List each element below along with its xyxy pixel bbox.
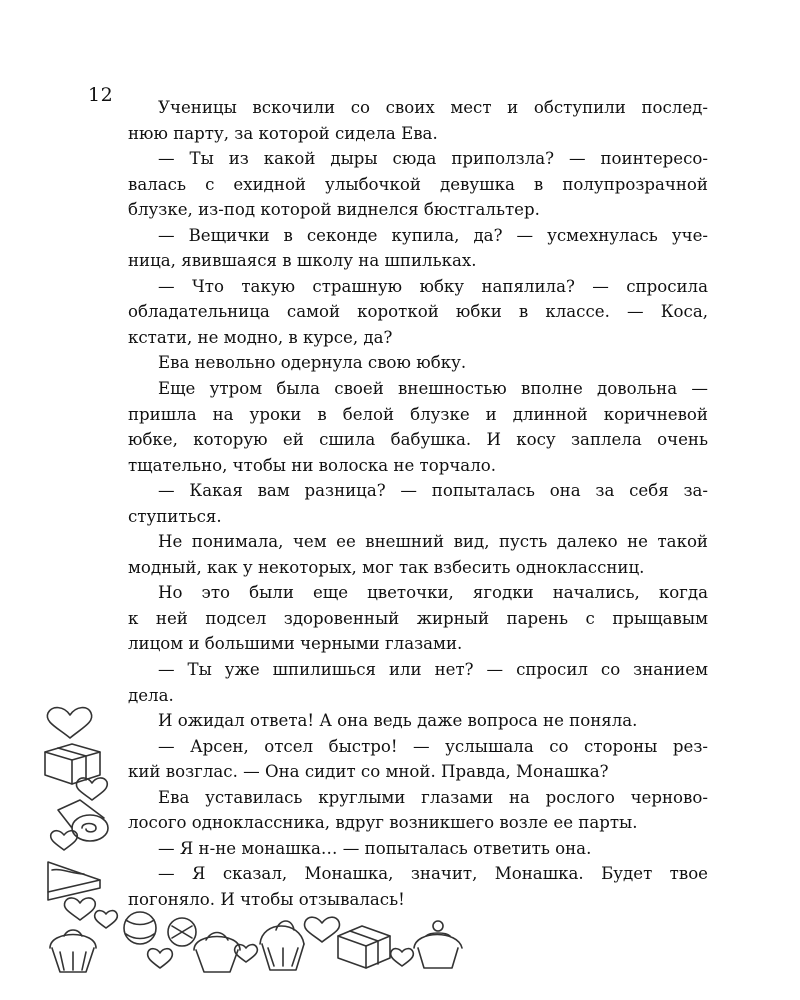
text-line: — Ты из какой дыры сюда приползла? — поинтересо- — [158, 149, 708, 169]
cupcake-icon — [414, 921, 462, 968]
text-line: дела. — [128, 685, 174, 705]
heart-icon — [51, 831, 78, 850]
text-line: Ева уставилась круглыми глазами на рослого черново- — [158, 787, 708, 807]
candy-icon — [168, 918, 196, 946]
text-line: кий возглас. — Она сидит со мной. Правда, Монашка? — [128, 762, 609, 782]
text-line: к ней подсел здоровенный жирный парень с прыщавым — [128, 608, 708, 628]
text-line: лицом и большими черными глазами. — [128, 634, 463, 654]
text-line: валась с ехидной улыбочкой девушка в полупрозрачной — [128, 174, 708, 194]
text-line: модный, как у некоторых, мог так взбесить одноклассниц. — [128, 557, 645, 577]
cupcake-icon — [260, 921, 304, 970]
heart-icon — [47, 708, 91, 738]
heart-icon — [148, 949, 173, 968]
heart-icon — [95, 911, 118, 928]
text-line: Ученицы вскочили со своих мест и обступили послед- — [158, 98, 708, 117]
text-line: — Что такую страшную юбку напялила? — спросила — [158, 276, 708, 296]
text-line: погоняло. И чтобы отзывалась! — [128, 889, 405, 909]
text-line: обладательница самой короткой юбки в классе. — Коса, — [128, 302, 708, 322]
text-line: Но это были еще цветочки, ягодки начались, когда — [158, 583, 708, 603]
text-line: ница, явившаяся в школу на шпильках. — [128, 251, 477, 271]
text-line: тщательно, чтобы ни волоска не торчало. — [128, 455, 496, 475]
cake-slice-icon — [48, 862, 100, 900]
text-line: Не понимала, чем ее внешний вид, пусть далеко не такой — [158, 532, 708, 552]
body-text — [128, 95, 708, 913]
heart-icon — [391, 949, 414, 966]
gift-box-icon — [45, 744, 100, 784]
heart-icon — [235, 945, 258, 962]
text-line: — Какая вам разница? — попыталась она за себя за- — [158, 481, 708, 501]
text-line: — Вещички в секонде купила, да? — усмехнулась уче- — [158, 225, 708, 245]
text-line: Ева невольно одернула свою юбку. — [158, 353, 467, 373]
cupcake-icon — [50, 930, 96, 972]
text-line: Еще утром была своей внешностью вполне довольна — — [158, 379, 708, 399]
swiss-roll-icon — [58, 800, 108, 841]
text-line: — Я сказал, Монашка, значит, Монашка. Будет твое — [158, 864, 708, 884]
text-line: — Ты уже шпилишься или нет? — спросил со знанием — [158, 660, 708, 680]
text-line: — Арсен, отсел быстро! — услышала со стороны рез- — [158, 736, 708, 756]
page-number: 12 — [88, 84, 114, 106]
text-line: юбке, которую ей сшила бабушка. И косу заплела очень — [128, 430, 708, 450]
heart-icon — [64, 898, 95, 920]
text-line: — Я н-не монашка… — попыталась ответить она. — [158, 838, 592, 858]
text-line: лосого одноклассника, вдруг возникшего возле ее парты. — [128, 813, 638, 833]
heart-icon — [76, 778, 107, 800]
text-line: пришла на уроки в белой блузке и длинной коричневой — [128, 404, 708, 424]
text-line: И ожидал ответа! А она ведь даже вопроса не поняла. — [158, 711, 638, 731]
text-line: блузке, из-под которой виднелся бюстгальтер. — [128, 200, 540, 220]
heart-icon — [304, 917, 339, 942]
candy-icon — [124, 912, 156, 944]
gift-box-icon — [338, 926, 390, 968]
cupcake-icon — [194, 933, 240, 973]
text-line: нюю парту, за которой сидела Ева. — [128, 123, 438, 143]
text-line: кстати, не модно, в курсе, да? — [128, 327, 393, 347]
text-line: ступиться. — [128, 506, 222, 526]
